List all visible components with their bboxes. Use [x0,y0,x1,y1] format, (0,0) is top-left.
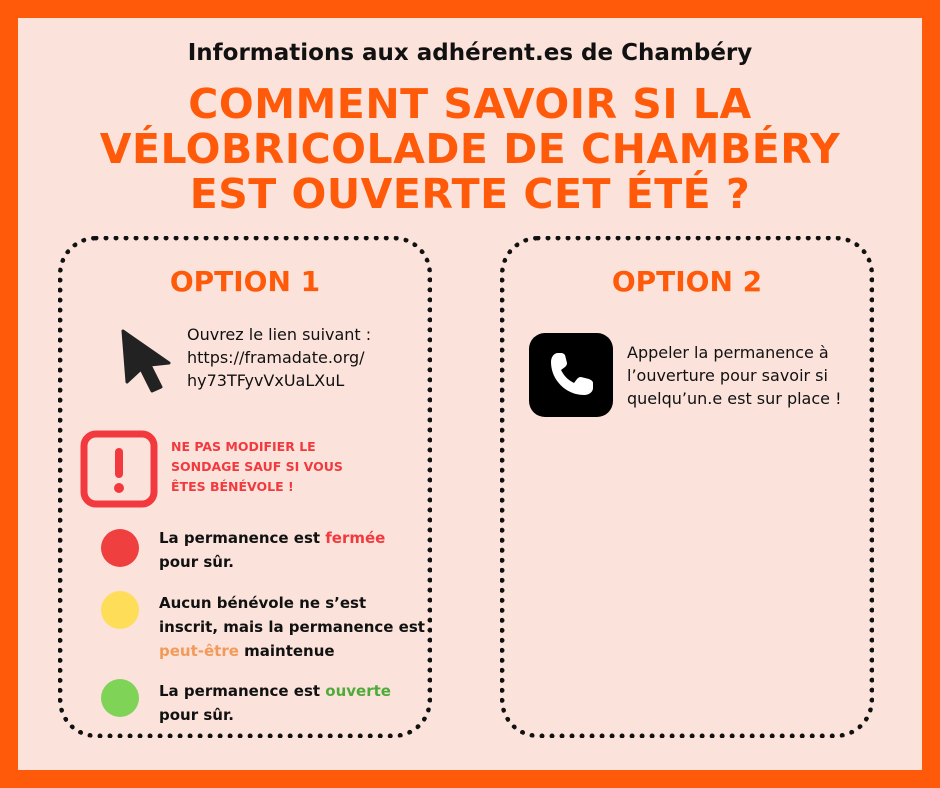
status-closed-keyword: fermée [325,529,386,547]
warning-line-2: SONDAGE SAUF SI VOUS [171,459,343,474]
status-open [159,679,429,727]
cursor-arrow-icon [119,327,175,397]
poster-title [18,82,922,217]
status-open-prefix: La permanence est [159,682,326,700]
link-instructions [187,323,371,392]
option-2-card [500,236,874,738]
status-closed [159,526,429,574]
link-url-part-2[interactable]: hy73TFyvVxUaLXuL [187,371,345,390]
option-1-card [58,236,432,738]
status-maybe-keyword: peut-être [159,642,239,660]
title-line-3: EST OUVERTE CET ÉTÉ ? [189,170,751,218]
title-line-2: VÉLOBRICOLADE DE CHAMBÉRY [99,125,841,173]
exclamation-square-icon [80,430,158,508]
status-closed-prefix: La permanence est [159,529,326,547]
status-maybe [159,591,429,663]
poster [18,18,922,770]
link-url-part-1[interactable]: https://framadate.org/ [187,348,365,367]
red-status-dot [101,529,139,567]
option-2-heading: OPTION 2 [611,265,763,298]
status-maybe-prefix: Aucun bénévole ne s’est inscrit, mais la permanence est [159,594,425,636]
link-intro: Ouvrez le lien suivant : [187,325,372,344]
green-status-dot [101,679,139,717]
warning-line-3: ÊTES BÉNÉVOLE ! [171,479,294,494]
phone-icon [529,333,613,417]
status-open-keyword: ouverte [325,682,391,700]
option-1-heading: OPTION 1 [169,265,321,298]
phone-line-2: l’ouverture pour savoir si [627,366,828,385]
poster-subtitle: Informations aux adhérent.es de Chambéry [187,40,753,66]
warning-line-1: NE PAS MODIFIER LE [171,439,316,454]
warning-text [171,437,361,497]
phone-line-3: quelqu’un.e est sur place ! [627,389,842,408]
phone-instructions [627,341,857,410]
title-line-1: COMMENT SAVOIR SI LA [188,80,752,128]
status-closed-suffix: pour sûr. [159,553,234,571]
phone-line-1: Appeler la permanence à [627,343,829,362]
yellow-status-dot [101,591,139,629]
status-maybe-suffix: maintenue [238,642,335,660]
status-open-suffix: pour sûr. [159,706,234,724]
